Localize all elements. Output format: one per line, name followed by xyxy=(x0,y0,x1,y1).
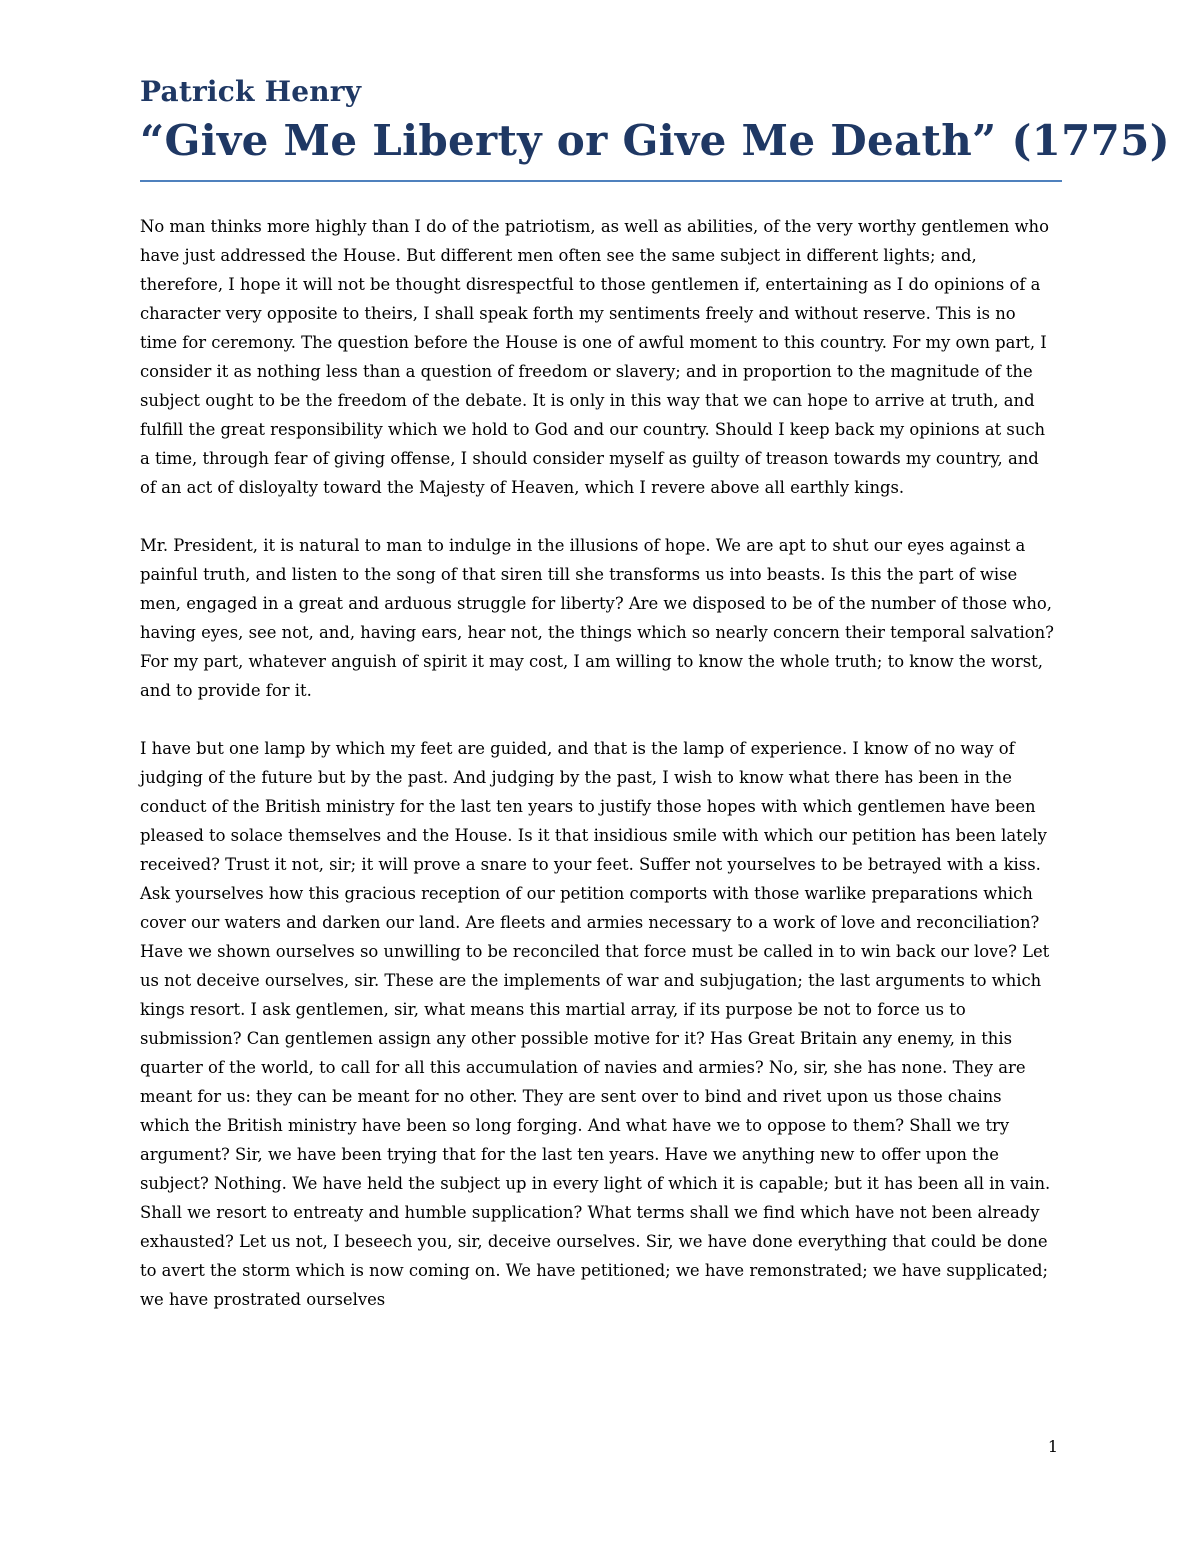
paragraph: No man thinks more highly than I do of the patriotism, as well as abilities, of the very worthy gentlemen who have just addressed the House. But different men often see the same subject in different lights; and, therefore, I hope it will not be thought disrespectful to those gentlemen if, entertaining as I do opinions of a character very opposite to theirs, I shall speak forth my sentiments freely and without reserve. This is no time for ceremony. The question before the House is one of awful moment to this country. For my own part, I consider it as nothing less than a question of freedom or slavery; and in proportion to the magnitude of the subject ought to be the freedom of the debate. It is only in this way that we can hope to arrive at truth, and fulfill the great responsibility which we hold to God and our country. Should I keep back my opinions at such a time, through fear of giving offense, I should consider myself as guilty of treason towards my country, and of an act of disloyalty toward the Majesty of Heaven, which I revere above all earthly kings. xyxy=(140,217,1049,497)
speech-body xyxy=(140,212,1065,1314)
paragraph: Mr. President, it is natural to man to indulge in the illusions of hope. We are apt to shut our eyes against a painful truth, and listen to the song of that siren till she transforms us into beasts. Is this the part of wise men, engaged in a great and arduous struggle for liberty? Are we disposed to be of the number of those who, having eyes, see not, and, having ears, hear not, the things which so nearly concern their temporal salvation? For my part, whatever anguish of spirit it may cost, I am willing to know the whole truth; to know the worst, and to provide for it. xyxy=(140,536,1054,700)
page-number: 1 xyxy=(1047,1437,1058,1456)
author-name: Patrick Henry xyxy=(140,75,362,108)
document-page xyxy=(140,72,1170,1343)
paragraph: I have but one lamp by which my feet are guided, and that is the lamp of experience. I know of no way of judging of the future but by the past. And judging by the past, I wish to know what there has been in the conduct of the British ministry for the last ten years to justify those hopes with which gentlemen have been pleased to solace themselves and the House. Is it that insidious smile with which our petition has been lately received? Trust it not, sir; it will prove a snare to your feet. Suffer not yourselves to be betrayed with a kiss. Ask yourselves how this gracious reception of our petition comports with those warlike preparations which cover our waters and darken our land. Are fleets and armies necessary to a work of love and reconciliation? Have we shown ourselves so unwilling to be reconciled that force must be called in to win back our love? Let us not deceive ourselves, sir. These are the implements of war and subjugation; the last arguments to which kings resort. I ask gentlemen, sir, what means this martial array, if its purpose be not to force us to submission? Can gentlemen assign any other possible motive for it? Has Great Britain any enemy, in this quarter of the world, to call for all this accumulation of navies and armies? No, sir, she has none. They are meant for us: they can be meant for no other. They are sent over to bind and rivet upon us those chains which the British ministry have been so long forging. And what have we to oppose to them? Shall we try argument? Sir, we have been trying that for the last ten years. Have we anything new to offer upon the subject? Nothing. We have held the subject up in every light of which it is capable; but it has been all in vain. Shall we resort to entreaty and humble supplication? What terms shall we find which have not been already exhausted? Let us not, I beseech you, sir, deceive ourselves. Sir, we have done everything that could be done to avert the storm which is now coming on. We have petitioned; we have remonstrated; we have supplicated; we have prostrated ourselves xyxy=(140,739,1051,1309)
title-divider xyxy=(140,180,1062,182)
speech-title: “Give Me Liberty or Give Me Death” (1775) xyxy=(140,116,1170,165)
